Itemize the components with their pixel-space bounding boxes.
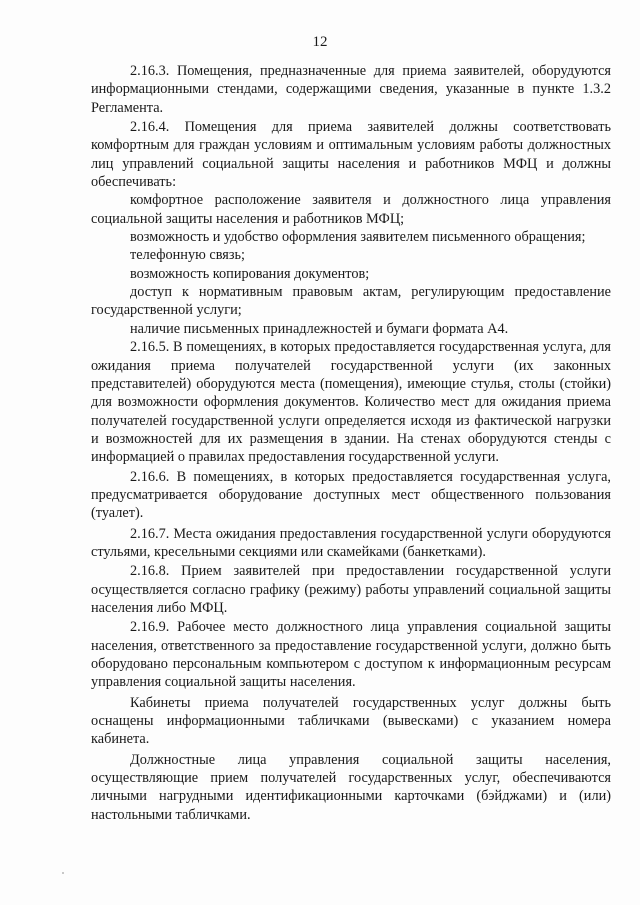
page-number: 12 xyxy=(312,34,328,50)
paragraph-2-16-4: 2.16.4. Помещения для приема заявителей должны соответствовать комфортным для граждан условиям и оптимальным условиям работы должностных лиц управлений социальной защиты населения и работников МФЦ и должны обеспечивать: xyxy=(91,119,611,191)
list-item: наличие письменных принадлежностей и бумаги формата А4. xyxy=(130,320,509,337)
paragraph-cabinets: Кабинеты приема получателей государственных услуг должны быть оснащены информационными табличками (вывесками) с указанием номера кабинета. xyxy=(91,694,611,748)
paragraph-officials: Должностные лица управления социальной защиты населения, осуществляющие прием получателей государственных услуг, обеспечиваются личными нагрудными идентификационными карточками (бэйджами) и (или) настольными табличками. xyxy=(91,751,611,823)
paragraph-2-16-6: 2.16.6. В помещениях, в которых предоставляется государственная услуга, предусматривается оборудование доступных мест общественного пользования (туалет). xyxy=(91,468,611,522)
list-item: возможность и удобство оформления заявителем письменного обращения; xyxy=(130,229,586,246)
document-body xyxy=(91,62,611,824)
paragraph-2-16-8: 2.16.8. Прием заявителей при предоставлении государственной услуги осуществляется согласно графику (режиму) работы управлений социальной защиты населения либо МФЦ. xyxy=(91,563,611,616)
paragraph-2-16-5: 2.16.5. В помещениях, в которых предоставляется государственная услуга, для ожидания приема получателей государственной услуги (их законных представителей) оборудуются места (помещения), имеющие стулья, столы (стойки) для возможности оформления документов. Количество мест для ожидания приема получателей государственной услуги определяется исходя из фактической нагрузки и возможностей для их размещения в здании. На стенах оборудуются стенды с информацией о правилах предоставления государственной услуги. xyxy=(91,339,611,466)
list-item: доступ к нормативным правовым актам, регулирующим предоставление государственной услуги; xyxy=(91,284,611,319)
list-item: комфортное расположение заявителя и должностного лица управления социальной защиты населения и работников МФЦ; xyxy=(91,192,611,227)
scan-speck xyxy=(62,872,64,874)
paragraph-2-16-7: 2.16.7. Места ожидания предоставления государственной услуги оборудуются стульями, кресельными секциями или скамейками (банкетками). xyxy=(91,525,611,560)
paragraph-2-16-9: 2.16.9. Рабочее место должностного лица управления социальной защиты населения, ответственного за предоставление государственной услуги, должно быть оборудовано персональным компьютером с доступом к информационным ресурсам управления социальной защиты населения. xyxy=(91,619,611,691)
paragraph-2-16-3: 2.16.3. Помещения, предназначенные для приема заявителей, оборудуются информационными стендами, содержащими сведения, указанные в пункте 1.3.2 Регламента. xyxy=(91,63,611,116)
list-item: телефонную связь; xyxy=(130,247,245,264)
list-item: возможность копирования документов; xyxy=(130,265,370,282)
